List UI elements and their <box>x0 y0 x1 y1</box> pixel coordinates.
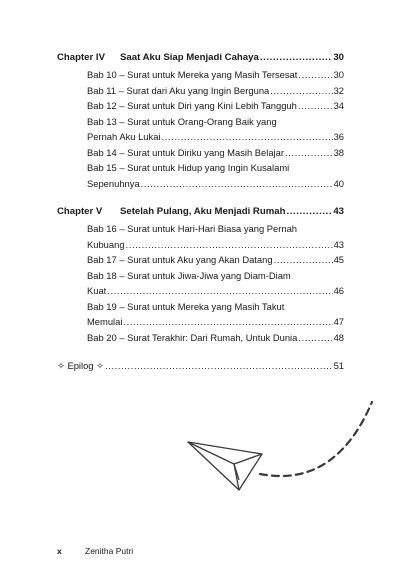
entry-title: Memulai <box>87 316 123 327</box>
entry-title-line: Bab 16 – Surat untuk Hari-Hari Biasa yang Pernah <box>87 223 298 234</box>
dot-leader <box>126 237 333 253</box>
chapter-title: Saat Aku Siap Menjadi Cahaya <box>120 52 259 63</box>
entry-page: 43 <box>333 238 344 250</box>
entry-title: Kubuang <box>87 238 125 250</box>
entry-title: Bab 20 – Surat Terakhir: Dari Rumah, Untuk Dunia <box>87 331 298 343</box>
entry-page: 46 <box>333 285 344 296</box>
epilog-entry[interactable] <box>57 357 344 375</box>
dot-leader <box>298 98 333 114</box>
entry-title-line: Bab 18 – Surat untuk Jiwa-Jiwa yang Diam-Diam <box>87 269 291 281</box>
epilog-label: ✧ Epilog ✧ <box>57 360 104 371</box>
entry-list <box>87 221 344 345</box>
toc-entry[interactable] <box>87 268 344 299</box>
toc-entry[interactable] <box>87 114 344 145</box>
toc-entry[interactable] <box>87 221 344 252</box>
entry-page: 30 <box>333 69 344 80</box>
dot-leader <box>298 67 332 83</box>
entry-title-line: Bab 13 – Surat untuk Orang-Orang Baik yang <box>87 115 277 127</box>
entry-page: 45 <box>333 254 344 265</box>
page-footer <box>57 546 133 556</box>
chapter-page: 30 <box>333 52 344 63</box>
toc-entry[interactable] <box>87 83 344 99</box>
entry-title: Bab 14 – Surat untuk Diriku yang Masih Belajar <box>87 146 284 158</box>
dot-leader <box>260 49 333 67</box>
entry-page: 36 <box>333 131 344 142</box>
dot-leader <box>286 203 332 221</box>
chapter-number: Chapter IV <box>57 52 105 63</box>
entry-page: 48 <box>333 331 344 343</box>
entry-title: Bab 17 – Surat untuk Aku yang Akan Datang <box>87 254 273 265</box>
entry-list <box>87 67 344 191</box>
entry-title: Bab 12 – Surat untuk Diri yang Kini Lebih Tangguh <box>87 100 297 111</box>
entry-title-line: Bab 15 – Surat untuk Hidup yang Ingin Kusalami <box>87 162 290 173</box>
entry-page: 38 <box>333 146 344 158</box>
toc-entry[interactable] <box>87 145 344 161</box>
paper-plane-illustration <box>184 396 384 496</box>
dot-leader <box>274 252 333 268</box>
chapter-list <box>57 49 344 345</box>
chapter-heading[interactable] <box>57 49 344 67</box>
entry-page: 32 <box>333 84 344 96</box>
entry-title: Bab 11 – Surat dari Aku yang Ingin Berguna <box>87 84 270 96</box>
toc-entry[interactable] <box>87 160 344 191</box>
toc-entry[interactable] <box>87 67 344 83</box>
footer-page-number: x <box>57 546 62 556</box>
dot-leader <box>105 357 333 375</box>
table-of-contents <box>57 49 344 375</box>
dot-leader <box>123 314 332 330</box>
chapter-title: Setelah Pulang, Aku Menjadi Rumah <box>120 206 286 217</box>
toc-entry[interactable] <box>87 330 344 346</box>
epilog-page: 51 <box>333 360 344 371</box>
entry-title-line: Bab 19 – Surat untuk Mereka yang Masih Takut <box>87 300 285 312</box>
entry-page: 47 <box>333 316 344 327</box>
paper-plane-icon <box>188 442 262 490</box>
toc-entry[interactable] <box>87 252 344 268</box>
dot-leader <box>285 145 333 161</box>
toc-entry[interactable] <box>87 299 344 330</box>
dot-leader <box>141 176 333 192</box>
entry-title: Kuat <box>87 285 107 296</box>
dot-leader <box>298 330 332 346</box>
dot-leader <box>270 83 332 99</box>
toc-entry[interactable] <box>87 98 344 114</box>
entry-title: Bab 10 – Surat untuk Mereka yang Masih Tersesat <box>87 69 298 80</box>
entry-title: Pernah Aku Lukai <box>87 131 161 142</box>
dot-leader <box>107 283 332 299</box>
chapter-page: 43 <box>333 206 344 217</box>
entry-page: 34 <box>333 100 344 111</box>
entry-page: 40 <box>333 177 344 189</box>
footer-author: Zenitha Putri <box>85 546 134 556</box>
entry-title: Sepenuhnya <box>87 177 140 189</box>
chapter-heading[interactable] <box>57 203 344 221</box>
dashed-flight-path <box>260 402 372 476</box>
chapter-number: Chapter V <box>57 206 103 217</box>
dot-leader <box>162 129 333 145</box>
